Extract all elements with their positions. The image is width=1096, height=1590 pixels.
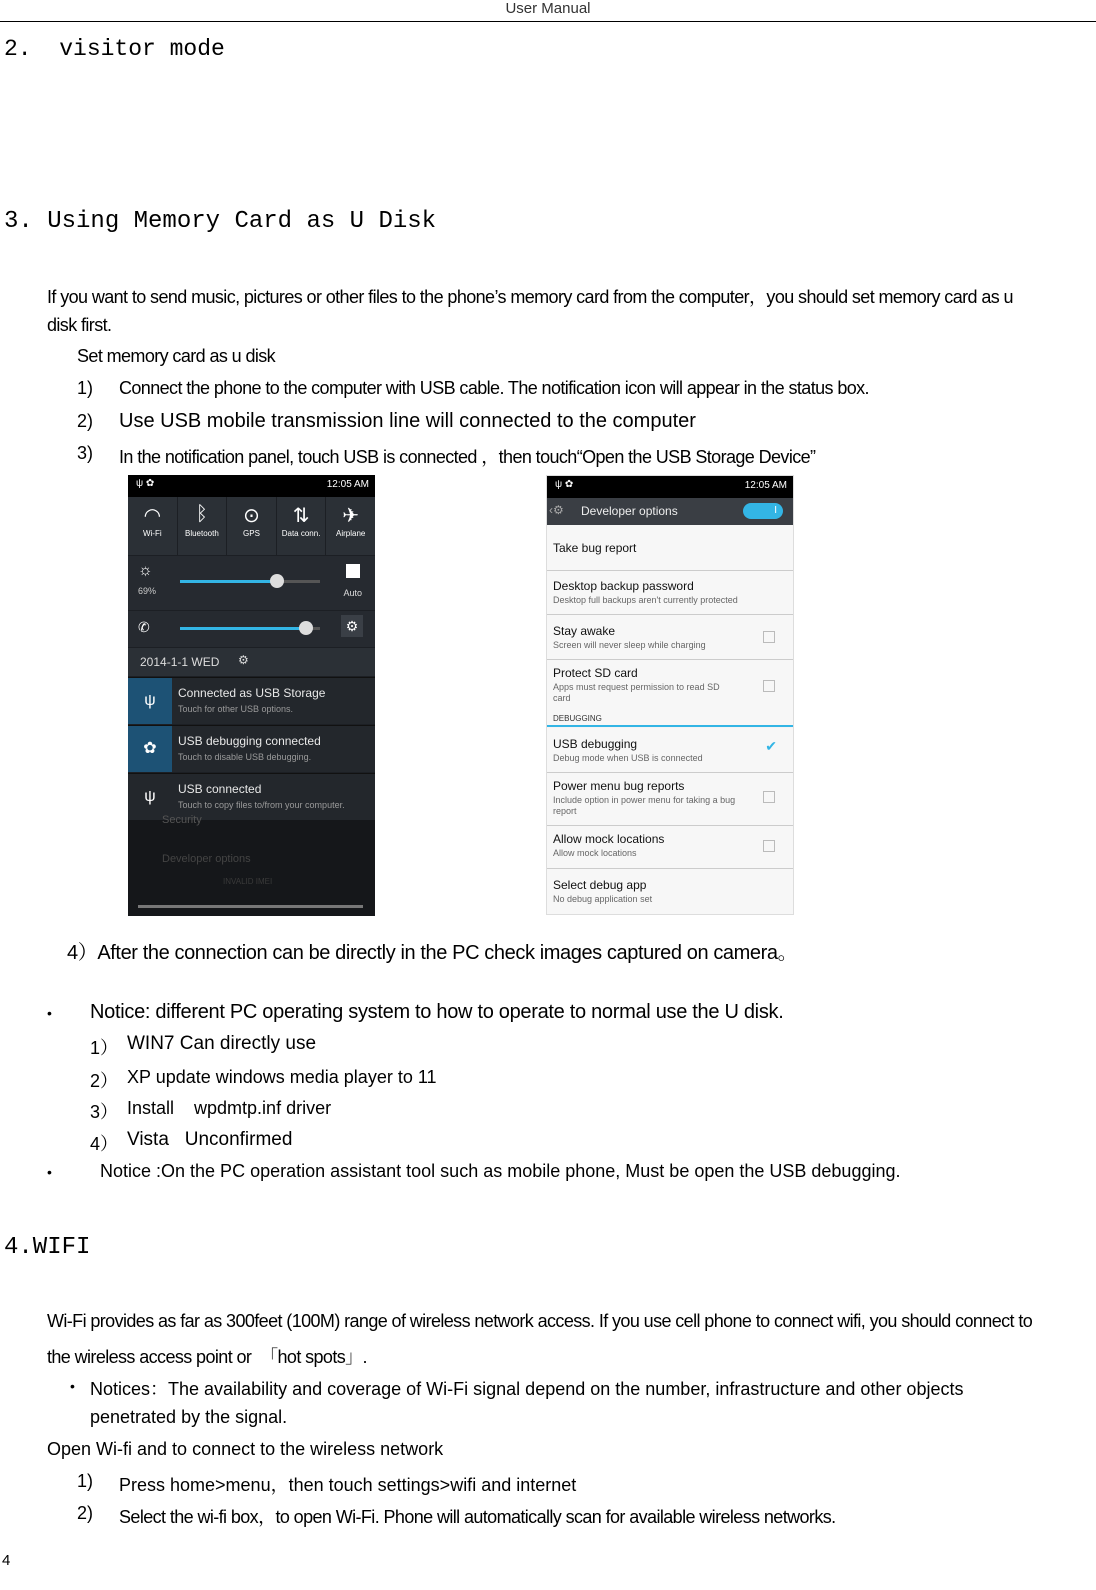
setting-title: Protect SD card [553, 666, 638, 680]
step-text: Select the wi-fi box，to open Wi-Fi. Phone will automatically scan for available wireless networks. [119, 1507, 836, 1527]
notice-2: Notice :On the PC operation assistant tool such as mobile phone, Must be open the USB debugging. [100, 1161, 901, 1181]
step-text: In the notification panel, touch USB is connected ，then touch“Open the USB Storage Device” [119, 447, 816, 467]
status-bar [547, 476, 793, 498]
setting-power-menu-bug-reports[interactable] [547, 773, 793, 826]
wifi-notice-line1: Notices：The availability and coverage of Wi-Fi signal depend on the number, infrastructure and other objects [90, 1379, 964, 1399]
notification-usb-debugging[interactable] [128, 725, 375, 772]
mock-locations-checkbox[interactable] [763, 840, 775, 852]
notification-subtitle: Touch for other USB options. [178, 704, 294, 714]
os-item-text: XP update windows media player to 11 [127, 1067, 437, 1087]
android-icon: ✿ [128, 726, 172, 772]
toggle-airplane[interactable] [326, 497, 375, 555]
header-title: User Manual [505, 0, 591, 17]
status-time: 12:05 AM [326, 479, 369, 490]
airplane-icon: ✈ [342, 505, 360, 527]
gps-icon: ⊙ [243, 505, 260, 527]
section-4-intro-line1: Wi-Fi provides as far as 300feet (100M) range of wireless network access. If you use cell phone to connect wifi, you should connect to [47, 1311, 1033, 1331]
data-icon: ⇅ [292, 505, 310, 527]
brightness-percent: 69% [138, 586, 157, 596]
developer-options-screenshot [546, 475, 794, 915]
setting-title: Stay awake [553, 624, 616, 638]
os-item-number: 4） [90, 1134, 119, 1154]
step-text: Connect the phone to the computer with USB cable. The notification icon will appear in the status box. [119, 378, 869, 398]
bullet: • [70, 1378, 75, 1394]
setting-subtitle: Apps must request permission to read SD card [553, 682, 720, 703]
step-number: 2) [77, 411, 94, 431]
section-3-intro-line2: disk first. [47, 315, 112, 335]
step-text: Press home>menu，then touch settings>wifi and internet [119, 1475, 577, 1495]
notice-1: Notice: different PC operating system to how to operate to normal use the U disk. [90, 1001, 784, 1023]
status-time: 12:05 AM [744, 480, 787, 491]
wifi-open-title: Open Wi-fi and to connect to the wireless network [47, 1439, 444, 1459]
volume-row [128, 610, 375, 647]
action-bar-title: Developer options [581, 504, 678, 518]
page-number: 4 [2, 1552, 11, 1569]
os-item-number: 3） [90, 1102, 119, 1122]
behind-item: INVALID IMEI [223, 877, 273, 886]
setting-desktop-backup-password[interactable] [547, 571, 793, 615]
os-item-text: WIN7 Can directly use [127, 1033, 317, 1054]
master-toggle[interactable]: I [743, 503, 783, 519]
toggle-label: Airplane [335, 529, 366, 538]
notification-usb-connected[interactable] [128, 773, 375, 820]
step-number: 1) [77, 378, 94, 398]
setting-subtitle: Screen will never sleep while charging [553, 640, 706, 650]
section-4-heading: 4.WIFI [4, 1234, 91, 1261]
setting-protect-sd-card[interactable] [547, 660, 793, 727]
panel-handle[interactable] [138, 905, 363, 908]
date-settings-icon[interactable]: ⚙ [238, 653, 249, 667]
usb-status-icon: ψ ✿ [555, 479, 574, 490]
sun-icon: ☼ [138, 562, 153, 579]
setting-title: Allow mock locations [553, 832, 665, 846]
page-header [0, 0, 1096, 22]
notification-title: Connected as USB Storage [178, 686, 326, 700]
setting-title: Select debug app [553, 878, 647, 892]
toggle-gps[interactable] [227, 497, 277, 555]
section-2-heading: 2. visitor mode [4, 36, 225, 62]
notification-subtitle: Touch to disable USB debugging. [178, 752, 312, 762]
toggle-data[interactable] [277, 497, 327, 555]
settings-gear-icon[interactable]: ⚙ [341, 615, 363, 637]
setting-usb-debugging[interactable] [547, 728, 793, 773]
os-item-number: 1） [90, 1038, 119, 1058]
action-bar [547, 498, 793, 525]
step-number: 1) [77, 1471, 94, 1491]
toggle-label: Wi-Fi [142, 529, 162, 538]
wifi-icon: ◠ [143, 505, 162, 527]
behind-item: Security [162, 814, 202, 826]
setting-title: Power menu bug reports [553, 779, 685, 793]
toggle-bluetooth[interactable] [178, 497, 228, 555]
toggle-wifi[interactable] [128, 497, 178, 555]
section-3-subheading: Set memory card as u disk [77, 346, 276, 366]
setting-title: Take bug report [553, 541, 637, 555]
protect-sd-checkbox[interactable] [763, 680, 775, 692]
section-3-intro-line1: If you want to send music, pictures or other files to the phone’s memory card from the computer，you should set memory card as u [47, 287, 1013, 307]
background-settings-list [128, 814, 375, 916]
stay-awake-checkbox[interactable] [763, 631, 775, 643]
volume-slider[interactable] [180, 627, 320, 630]
setting-allow-mock-locations[interactable] [547, 826, 793, 869]
wifi-notice-line2: penetrated by the signal. [90, 1407, 288, 1427]
quick-settings-row [128, 497, 375, 555]
date-row [128, 648, 375, 676]
setting-subtitle: Include option in power menu for taking a bug report [553, 795, 736, 816]
debugging-section-label: DEBUGGING [553, 714, 602, 723]
notification-title: USB debugging connected [178, 734, 321, 748]
auto-brightness-icon[interactable] [346, 564, 360, 578]
step-4-text: 4）After the connection can be directly in the PC check images captured on camera。 [67, 942, 798, 964]
setting-subtitle: Debug mode when USB is connected [553, 753, 703, 763]
os-item-text: Vista Unconfirmed [127, 1129, 293, 1150]
usb-status-icon: ψ ✿ [136, 478, 155, 489]
bullet: • [47, 1164, 52, 1180]
setting-subtitle: Desktop full backups aren't currently protected [553, 595, 738, 605]
os-item-text: Install wpdmtp.inf driver [127, 1098, 332, 1118]
setting-take-bug-report[interactable] [547, 525, 793, 571]
brightness-slider[interactable] [180, 580, 320, 583]
usb-icon: ψ [128, 774, 172, 820]
status-bar [128, 475, 375, 497]
toggle-label: Data conn. [281, 529, 321, 538]
notification-subtitle: Touch to copy files to/from your computer. [178, 800, 345, 810]
setting-title: Desktop backup password [553, 579, 694, 593]
toggle-label: Bluetooth [184, 529, 219, 538]
setting-subtitle: No debug application set [553, 894, 653, 904]
back-icon[interactable]: ‹⚙ [549, 503, 564, 517]
bluetooth-icon: ᛒ [195, 503, 208, 525]
date-label: 2014-1-1 WED [140, 655, 220, 669]
notification-panel-screenshot [128, 475, 375, 916]
os-item-number: 2） [90, 1071, 119, 1091]
setting-stay-awake[interactable] [547, 615, 793, 660]
power-menu-checkbox[interactable] [763, 791, 775, 803]
usb-icon: ψ [128, 678, 172, 724]
usb-debugging-checkmark-icon[interactable]: ✔ [765, 738, 777, 754]
toggle-label: GPS [243, 529, 260, 538]
setting-title: USB debugging [553, 737, 638, 751]
notification-usb-storage[interactable] [128, 677, 375, 724]
step-number: 3) [77, 443, 94, 463]
auto-label: Auto [343, 588, 362, 598]
setting-subtitle: Allow mock locations [553, 848, 637, 858]
phone-volume-icon: ✆ [138, 619, 150, 635]
brightness-row [128, 556, 375, 618]
setting-select-debug-app[interactable] [547, 869, 793, 915]
notification-title: USB connected [178, 782, 262, 796]
step-text: Use USB mobile transmission line will connected to the computer [119, 410, 696, 432]
bullet: • [47, 1005, 52, 1021]
section-3-heading: 3. Using Memory Card as U Disk [4, 208, 437, 235]
behind-item: Developer options [162, 853, 251, 865]
step-number: 2) [77, 1503, 94, 1523]
section-4-intro-line2: the wireless access point or 「hot spots」. [47, 1347, 367, 1367]
